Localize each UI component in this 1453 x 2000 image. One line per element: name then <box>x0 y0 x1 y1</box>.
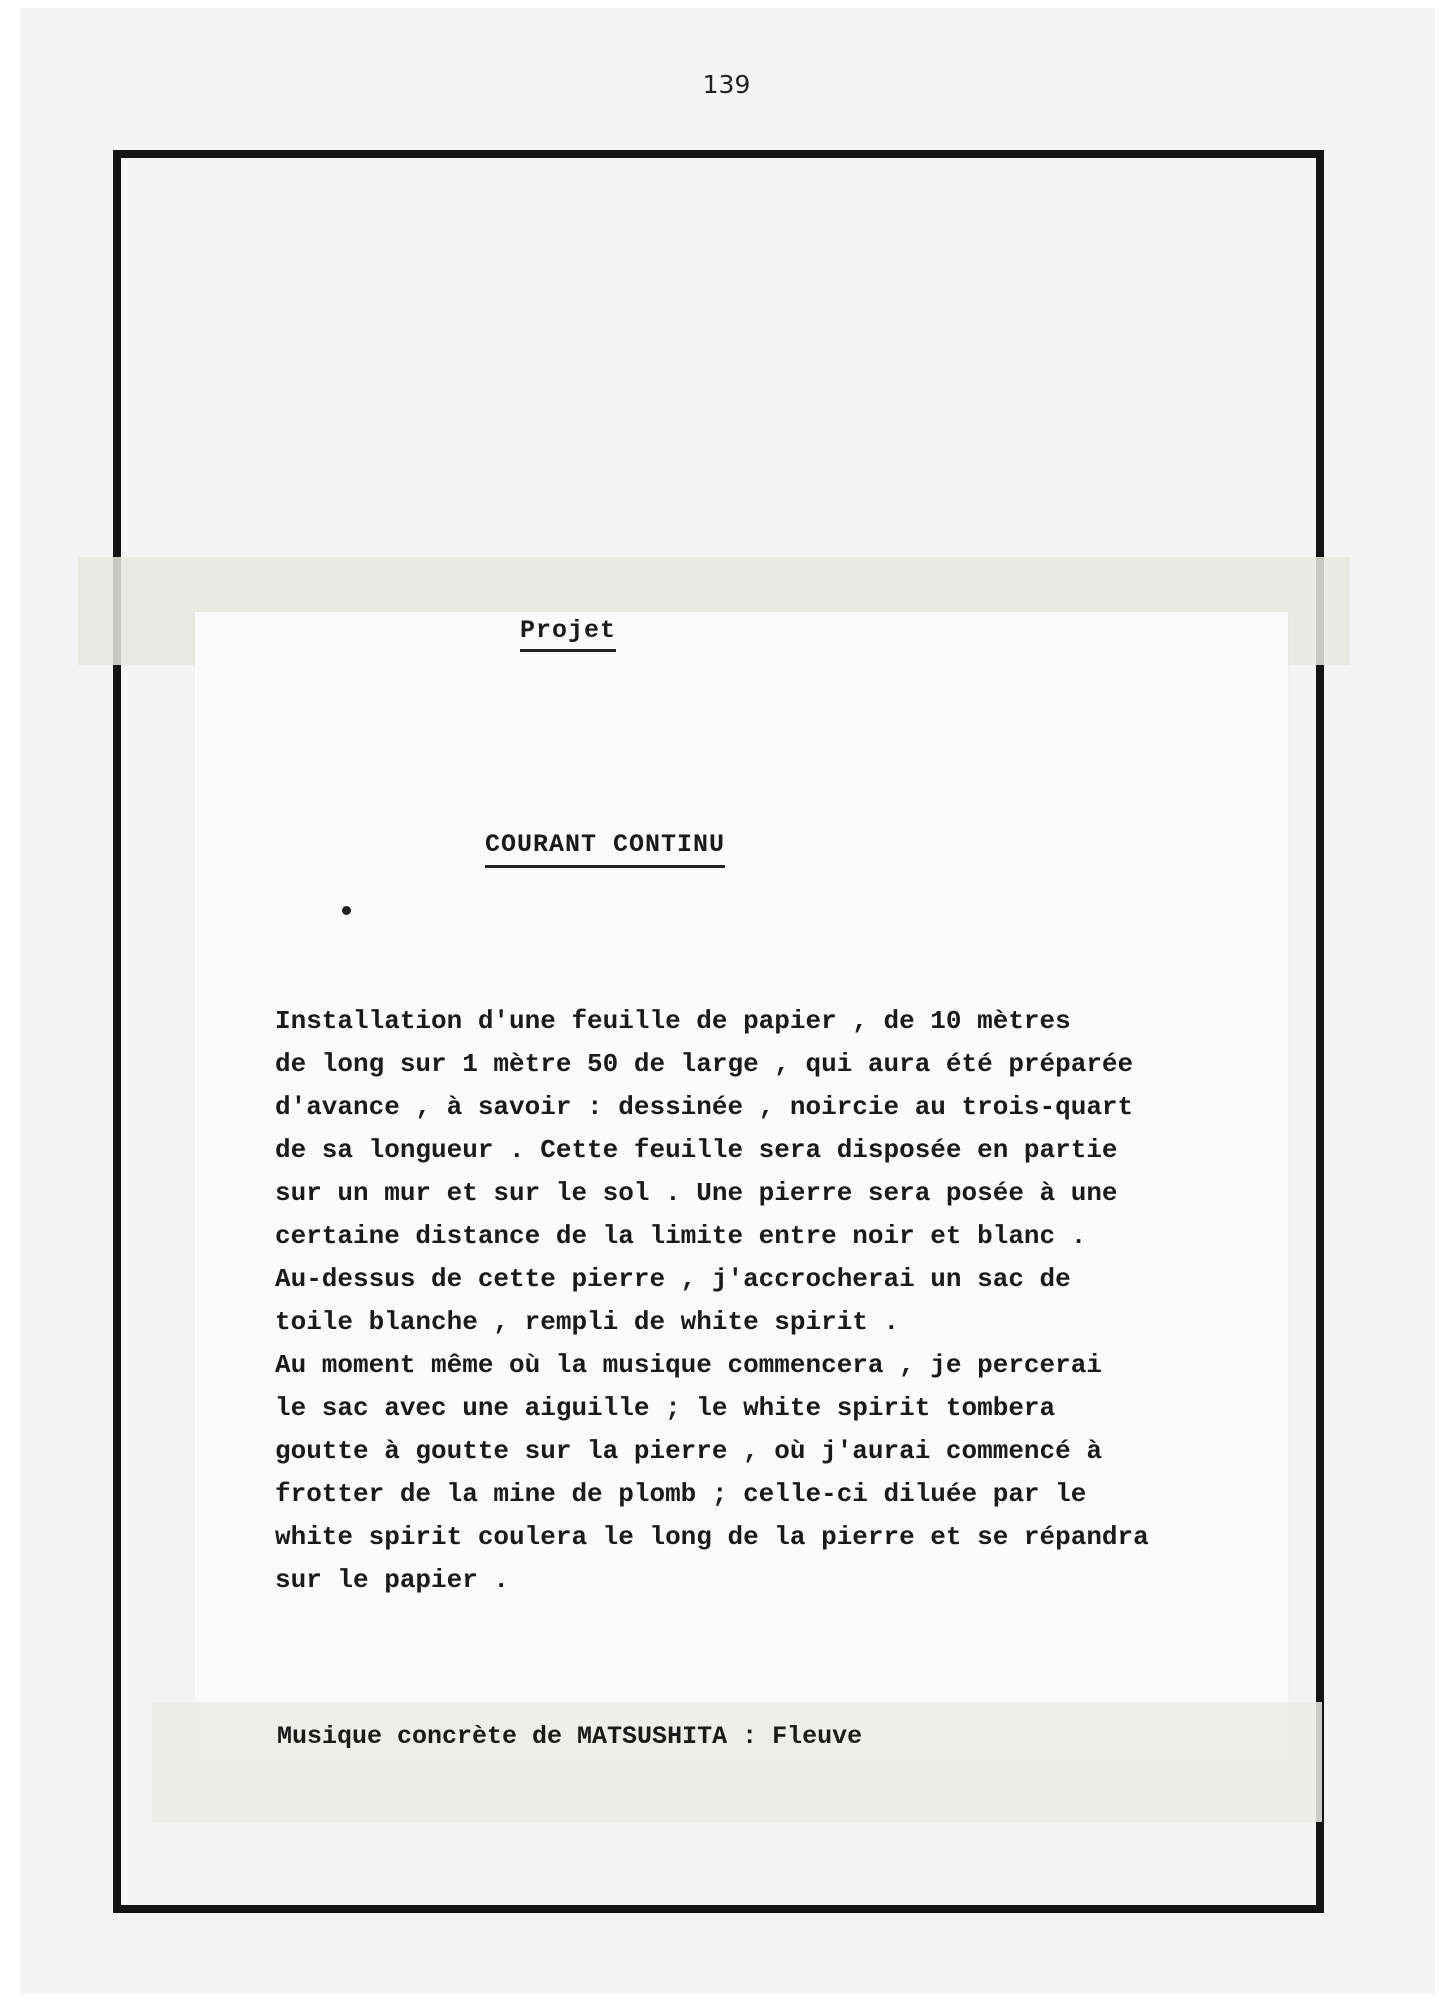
page-number: 139 <box>702 70 751 99</box>
text-line: Au moment même où la musique commencera , je percerai <box>275 1350 1102 1380</box>
note-title: COURANT CONTINU <box>485 830 725 868</box>
text-line: toile blanche , rempli de white spirit . <box>275 1307 900 1337</box>
text-line: de long sur 1 mètre 50 de large , qui aura été préparée <box>275 1049 1134 1079</box>
text-line: white spirit coulera le long de la pierre et se répandra <box>275 1522 1149 1552</box>
text-line: goutte à goutte sur la pierre , où j'aurai commencé à <box>275 1436 1102 1466</box>
text-line: sur le papier . <box>275 1565 510 1595</box>
note-label: Projet <box>520 616 616 652</box>
text-line: frotter de la mine de plomb ; celle-ci diluée par le <box>275 1479 1087 1509</box>
text-line: d'avance , à savoir : dessinée , noircie au trois-quart <box>275 1092 1134 1122</box>
note-body <box>275 1000 1275 1602</box>
ink-dot <box>342 906 351 915</box>
music-credit: Musique concrète de MATSUSHITA : Fleuve <box>277 1722 863 1751</box>
text-line: sur un mur et sur le sol . Une pierre sera posée à une <box>275 1178 1118 1208</box>
text-line: certaine distance de la limite entre noir et blanc . <box>275 1221 1087 1251</box>
adhesive-tape-bottom <box>152 1702 1322 1822</box>
text-line: de sa longueur . Cette feuille sera disposée en partie <box>275 1135 1118 1165</box>
text-line: le sac avec une aiguille ; le white spirit tombera <box>275 1393 1056 1423</box>
text-line: Au-dessus de cette pierre , j'accrocherai un sac de <box>275 1264 1071 1294</box>
text-line: Installation d'une feuille de papier , de 10 mètres <box>275 1006 1071 1036</box>
